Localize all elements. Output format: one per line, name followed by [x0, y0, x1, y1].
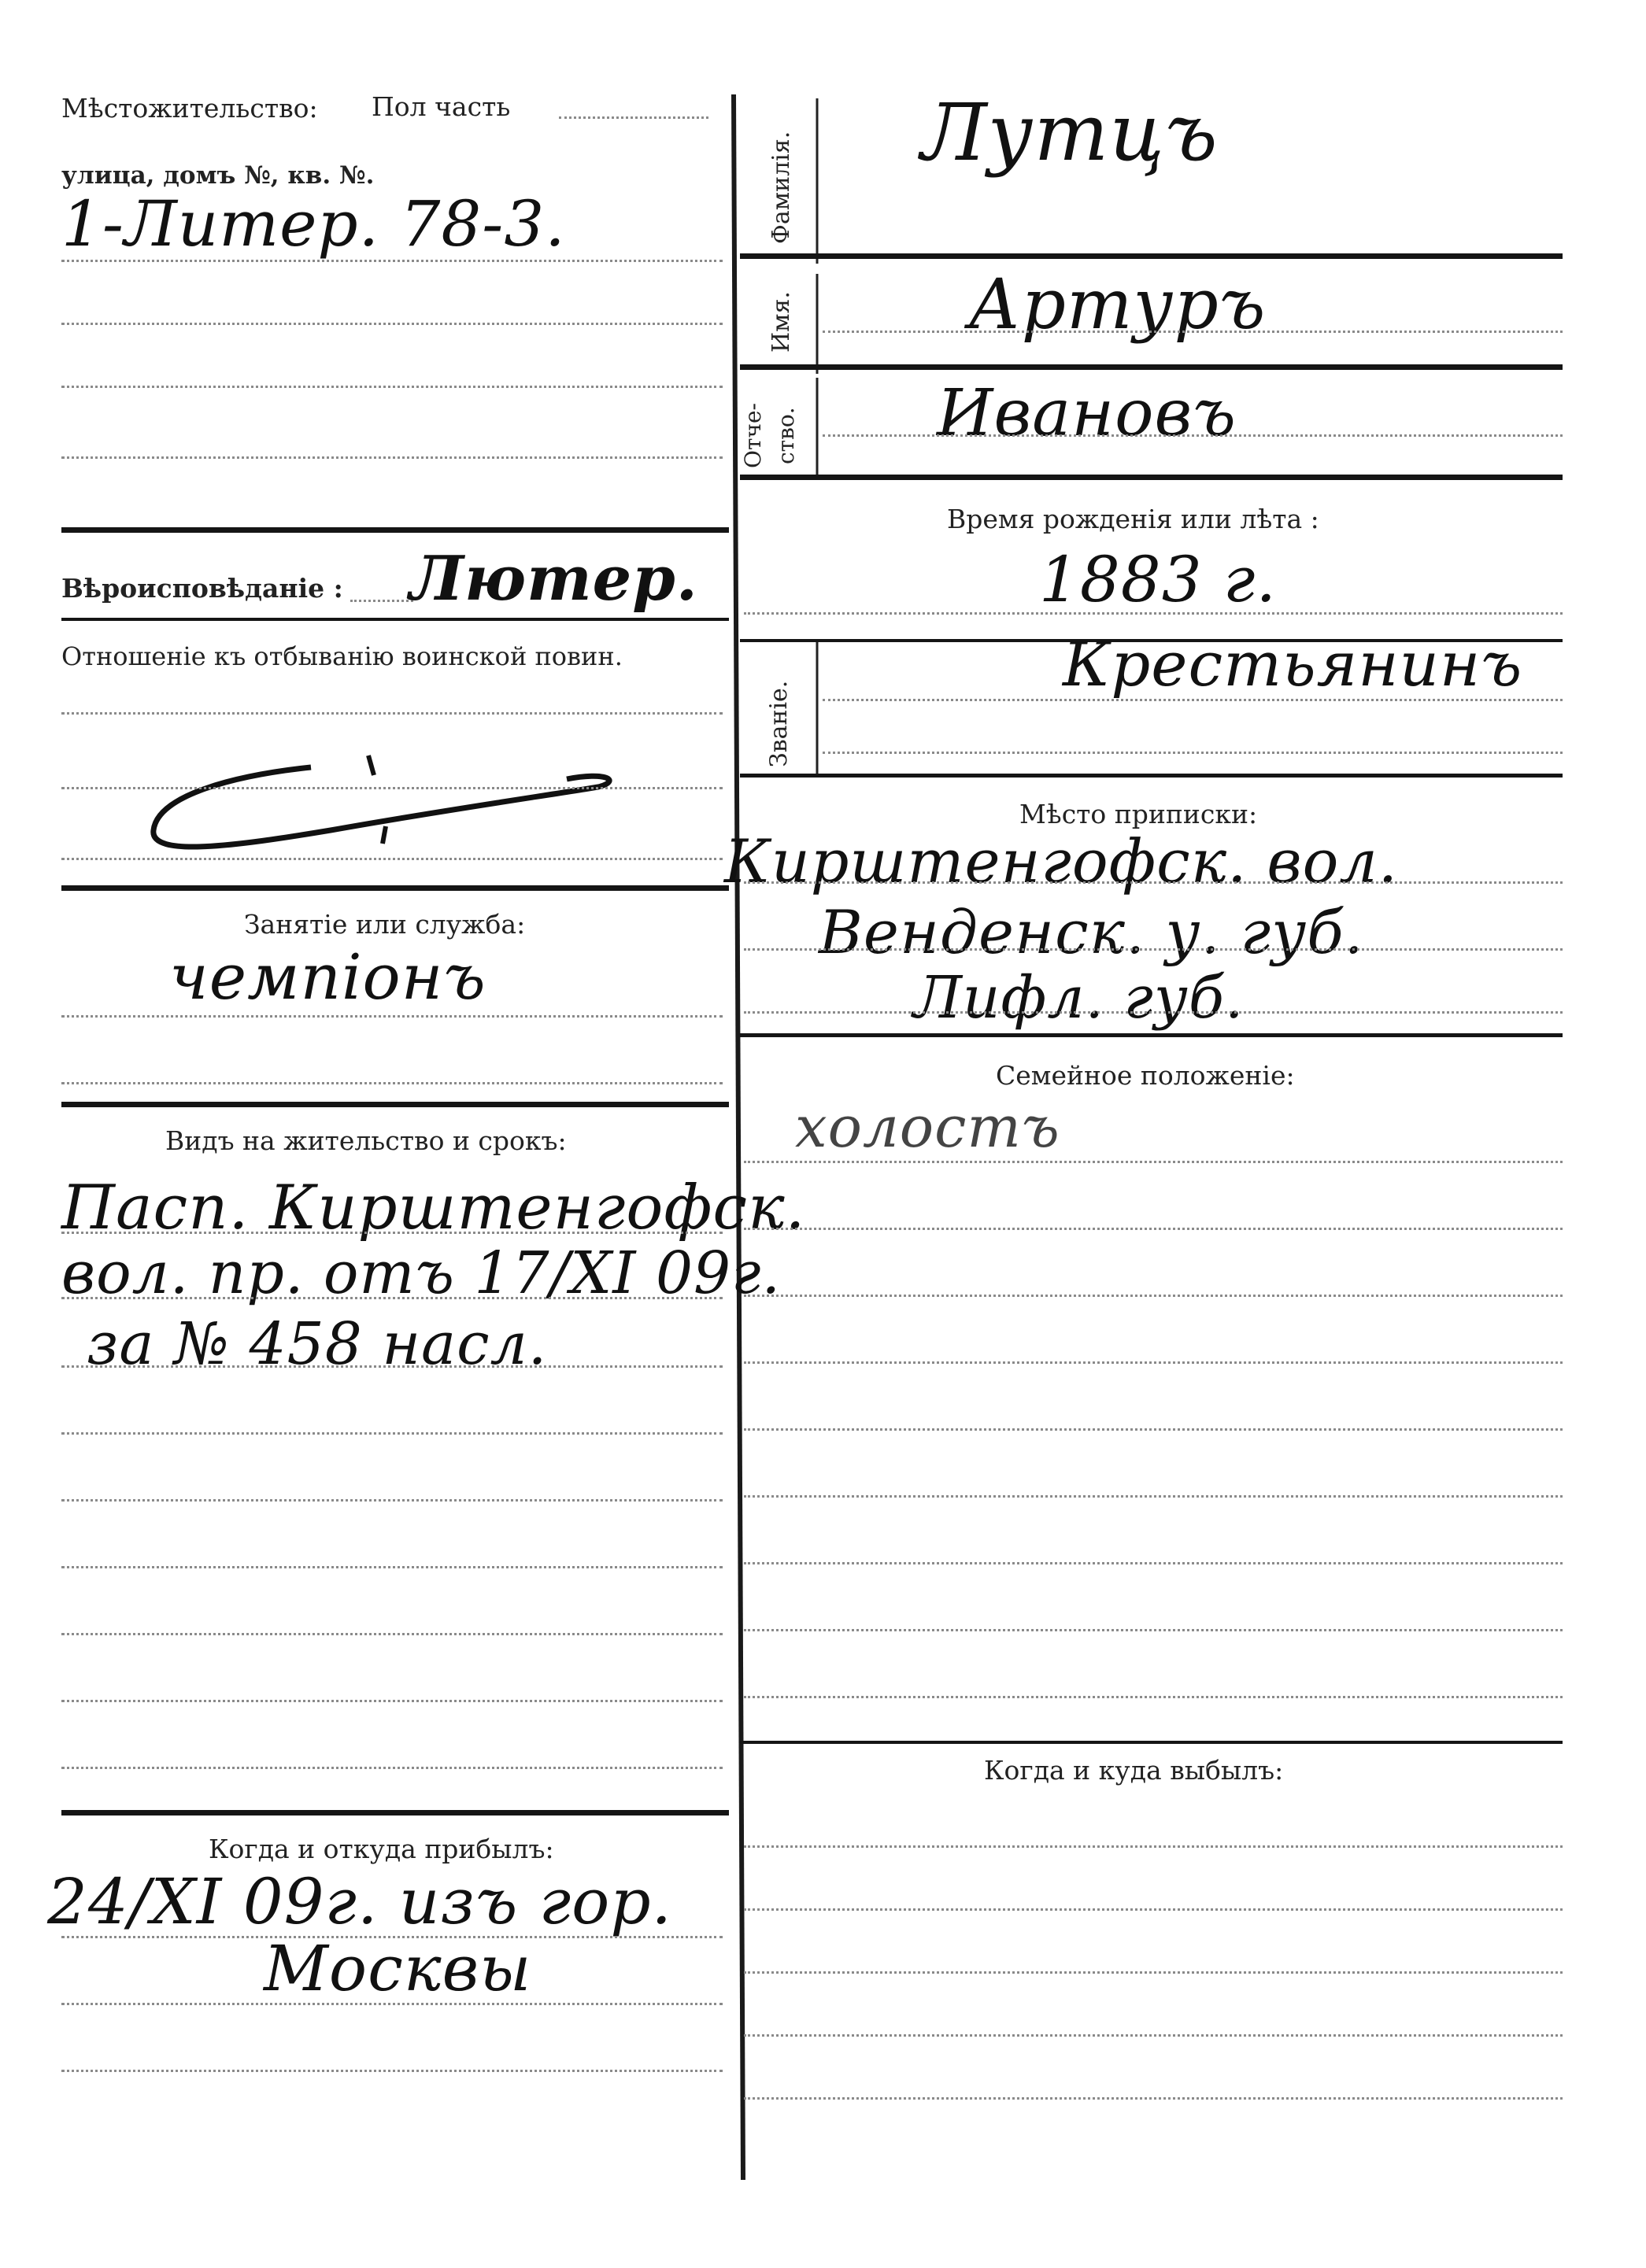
name-label: Имя. [768, 291, 795, 353]
registration-line-3: Лифл. губ. [913, 964, 1245, 1032]
birth-label: Время рожденія или лѣта : [947, 504, 1319, 534]
arrived-label: Когда и откуда прибылъ: [209, 1834, 554, 1864]
registration-label: Мѣсто приписки: [1019, 799, 1258, 829]
address-value: 1-Литер. 78-3. [61, 187, 566, 260]
registration-line-2: Венденск. у. губ. [819, 897, 1364, 967]
permit-line-3: за № 458 насл. [87, 1310, 548, 1378]
surname-value: Лутцъ [921, 87, 1219, 179]
occupation-value: чемпіонъ [169, 940, 486, 1014]
patronymic-label-2: ство. [773, 407, 799, 464]
rank-label: Званіе. [765, 680, 793, 767]
patronymic-label-1: Отче- [740, 403, 766, 468]
surname-label: Фамилія. [768, 131, 795, 244]
arrived-line-2: Москвы [264, 1932, 532, 2005]
permit-line-1: Пасп. Кирштенгофск. [61, 1173, 806, 1243]
dash-mark [154, 767, 609, 847]
military-label: Отношеніе къ отбыванію воинской повин. [61, 641, 623, 671]
permit-line-2: вол. пр. отъ 17/XI 09г. [61, 1239, 782, 1307]
occupation-label: Занятіе или служба: [244, 909, 526, 940]
name-value: Артуръ [968, 264, 1267, 345]
religion-value: Лютер. [409, 543, 698, 615]
patronymic-value: Ивановъ [937, 376, 1237, 451]
departed-label: Когда и куда выбылъ: [984, 1755, 1284, 1786]
religion-label: Вѣроисповѣданіе : [61, 573, 343, 604]
address-label: улица, домъ №, кв. №. [61, 161, 375, 190]
police-part-label: Пол часть [372, 91, 511, 122]
rank-value: Крестьянинъ [1063, 630, 1523, 700]
permit-label: Видъ на жительство и срокъ: [165, 1125, 567, 1156]
residence-label: Мѣстожительство: [61, 93, 318, 124]
birth-value: 1883 г. [1039, 543, 1277, 616]
registration-line-1: Кирштенгофск. вол. [724, 826, 1398, 896]
family-label: Семейное положеніе: [996, 1060, 1295, 1091]
family-value: холостъ [795, 1094, 1060, 1160]
arrived-line-1: 24/XI 09г. изъ гор. [47, 1865, 672, 1938]
